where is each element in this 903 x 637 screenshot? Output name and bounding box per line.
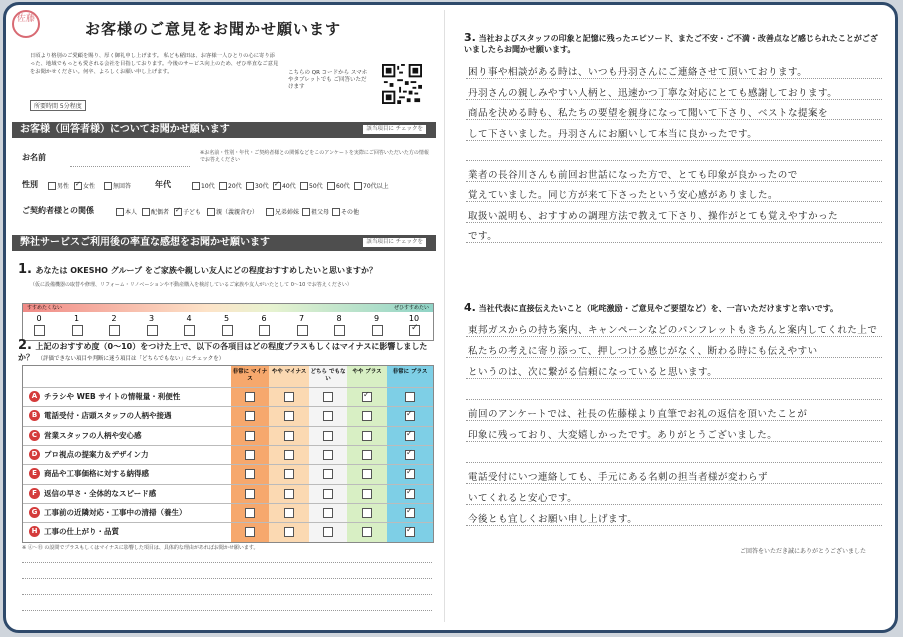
rating-checkbox[interactable] xyxy=(323,527,333,537)
option-relation[interactable] xyxy=(332,207,359,216)
option-gender[interactable] xyxy=(104,181,131,190)
rating-checkbox[interactable] xyxy=(405,411,415,421)
scale-checkbox[interactable] xyxy=(259,325,270,336)
option-label: 30代 xyxy=(255,183,269,190)
checkbox[interactable] xyxy=(327,182,335,190)
rating-checkbox[interactable] xyxy=(323,450,333,460)
scale-checkbox[interactable] xyxy=(372,325,383,336)
option-label: 無回答 xyxy=(113,183,132,190)
handwritten-text: 私たちの考えに寄り添って、押しつける感じがなく、断わる時にも伝えやすい xyxy=(468,346,818,357)
row-badge: H xyxy=(29,526,40,537)
rating-checkbox[interactable] xyxy=(362,489,372,499)
option-label: 親（義親含む） xyxy=(216,209,259,216)
rating-checkbox[interactable] xyxy=(284,450,294,460)
scale-checkbox[interactable] xyxy=(34,325,45,336)
rating-checkbox[interactable] xyxy=(284,489,294,499)
answer-line[interactable] xyxy=(466,242,882,243)
rating-checkbox[interactable] xyxy=(245,392,255,402)
scale-digit: 6 xyxy=(261,314,267,323)
rating-checkbox[interactable] xyxy=(245,489,255,499)
checkbox[interactable] xyxy=(174,208,182,216)
scale-digit: 3 xyxy=(148,314,155,323)
name-field[interactable] xyxy=(70,166,190,167)
handwritten-text: というのは、次に繋がる信頼になっていると思います。 xyxy=(468,367,718,378)
option-relation[interactable] xyxy=(174,207,201,216)
question-4-text: 当社代表に直接伝えたいこと（叱咤激励・ご意見やご要望など）を、一言いただけますと幸いです。 xyxy=(478,304,838,313)
question-3-text: 当社およびスタッフの印象と記憶に残ったエピソード、またご不安・ご不満・改善点など感じられたことがございましたらお聞かせ願います。 xyxy=(464,34,878,54)
rating-checkbox[interactable] xyxy=(405,489,415,499)
checkbox[interactable] xyxy=(207,208,215,216)
answer-line[interactable] xyxy=(466,201,882,202)
company-seal: 佐藤 xyxy=(12,10,40,38)
scale-digit: 5 xyxy=(223,314,230,323)
column-header: 非常に マイナス xyxy=(232,369,268,382)
rating-checkbox[interactable] xyxy=(362,411,372,421)
rating-checkbox[interactable] xyxy=(284,431,294,441)
row-badge: B xyxy=(29,410,40,421)
handwritten-text: して下さいました。丹羽さんにお願いして本当に良かったです。 xyxy=(468,128,758,140)
handwritten-text: 印象に残っており、大変嬉しかったです。ありがとうございました。 xyxy=(468,430,778,441)
table-row-label xyxy=(29,507,187,518)
answer-line[interactable] xyxy=(466,119,882,120)
scale-gradient xyxy=(23,304,433,312)
row-badge: D xyxy=(29,449,40,460)
option-label: 配偶者 xyxy=(151,209,170,216)
rating-checkbox[interactable] xyxy=(405,450,415,460)
checkbox[interactable] xyxy=(266,208,274,216)
checkbox[interactable] xyxy=(104,182,112,190)
checkbox[interactable] xyxy=(354,182,362,190)
question-1-note: （仮に設備機器の取替や修理、リフォーム・リノベーションや不動産購入を検討しているご家族や友人がいたとして 0〜10 でお答えください） xyxy=(30,282,352,288)
handwritten-text: 商品を決める時も、私たちの要望を親身になって聞いて下さり、ベストな提案を xyxy=(468,108,829,119)
row-text: チラシや WEB サイトの情報量・利便性 xyxy=(44,392,181,401)
impact-table xyxy=(22,365,434,543)
question-2-note: （評価できない項目や判断に迷う項目は「どちらでもない」にチェックを） xyxy=(37,356,225,362)
question-1-text: あなたは OKESHO グループ をご家族や親しい友人にどの程度おすすめしたいと思いますか？ xyxy=(35,266,377,275)
answer-line[interactable] xyxy=(466,441,882,442)
answer-line[interactable] xyxy=(466,140,882,141)
answer-line[interactable] xyxy=(466,504,882,505)
qr-caption: こちらの QR コードから スマホやタブレットでも ご回答いただけます xyxy=(288,70,368,90)
page-title: お客様のご意見をお聞かせ願います xyxy=(85,20,342,38)
rating-checkbox[interactable] xyxy=(284,392,294,402)
age-label: 年代 xyxy=(155,180,171,189)
checkbox[interactable] xyxy=(302,208,310,216)
rating-checkbox[interactable] xyxy=(245,411,255,421)
column-header: 非常に プラス xyxy=(392,369,428,375)
question-2-text: 上記のおすすめ度（0〜10）をつけた上で、以下の各項目はどの程度プラスもしくはマイナスに影響しましたか？ xyxy=(18,342,428,362)
table-row-label xyxy=(29,430,142,441)
reason-line[interactable] xyxy=(22,594,432,595)
scale-digit: 0 xyxy=(36,314,42,323)
handwritten-text: 電話受付にいつ連絡しても、手元にある名刺の担当者様が変わらず xyxy=(468,472,769,483)
option-label: 子ども xyxy=(183,209,202,216)
rating-checkbox[interactable] xyxy=(362,508,372,518)
handwritten-text: 東邦ガスからの持ち案内、キャンペーンなどのパンフレットもきちんと案内してくれた上で xyxy=(468,325,878,336)
checkbox[interactable] xyxy=(48,182,56,190)
handwritten-text: 今後とも宜しくお願い申し上げます。 xyxy=(468,514,638,525)
question-3-number: 3. xyxy=(464,31,476,44)
option-relation[interactable] xyxy=(266,207,299,216)
row-text: 電話受付・店頭スタッフの人柄や接遇 xyxy=(44,411,172,421)
row-divider xyxy=(23,464,433,465)
question-4-number: 4. xyxy=(464,301,476,314)
checkbox[interactable] xyxy=(273,182,281,190)
reason-line[interactable] xyxy=(22,562,432,563)
row-text: 工事の仕上がり・品質 xyxy=(44,527,119,537)
scale-digit: 8 xyxy=(336,314,342,323)
scale-checkbox[interactable] xyxy=(147,325,158,336)
row-divider xyxy=(23,406,433,407)
handwritten-text: です。 xyxy=(468,231,498,242)
rating-checkbox[interactable] xyxy=(405,508,415,518)
scale-digit: 2 xyxy=(111,314,117,323)
option-gender[interactable] xyxy=(74,181,95,190)
handwritten-text: 丹羽さんの親しみやすい人柄と、迅速かつ丁寧な対応にとても感謝しております。 xyxy=(468,87,838,99)
checkbox[interactable] xyxy=(142,208,150,216)
rating-checkbox[interactable] xyxy=(405,431,415,441)
rating-checkbox[interactable] xyxy=(284,411,294,421)
scale-digit: 1 xyxy=(73,314,80,323)
center-fold xyxy=(444,10,445,622)
name-label: お名前 xyxy=(22,153,46,162)
handwritten-text: 取扱い説明も、おすすめの調理方法で教えて下さり、操作がとても覚えやすかった xyxy=(468,210,839,222)
table-row-label xyxy=(29,391,180,402)
table-footnote: ※ Ⓐ〜Ⓗ の設問でプラスもしくはマイナスに影響した項目は、具体的な理由があればお聞かせ願います。 xyxy=(22,545,259,551)
option-label: 男性 xyxy=(57,183,70,190)
option-age[interactable] xyxy=(300,181,323,190)
rating-checkbox[interactable] xyxy=(362,431,372,441)
column-header: やや マイナス xyxy=(271,369,307,375)
row-text: 工事前の近隣対応・工事中の清掃（養生） xyxy=(44,507,187,517)
option-label: その他 xyxy=(341,209,360,216)
rating-checkbox[interactable] xyxy=(245,527,255,537)
option-gender[interactable] xyxy=(48,181,69,190)
handwritten-text: 困り事や相談がある時は、いつも丹羽さんにご連絡させて頂いております。 xyxy=(468,67,808,78)
name-note: ※お名前・性別・年代・ご契約者様との関係などをこのアンケートを実際にご回答いただいた方の情報でお答えください xyxy=(200,150,429,163)
thanks-text: ご回答をいただき誠にありがとうございました xyxy=(740,548,867,555)
table-row-label xyxy=(29,526,119,537)
rating-checkbox[interactable] xyxy=(405,392,415,402)
question-2 xyxy=(18,340,433,365)
handwritten-text: 業者の長谷川さんも前回お世話になった方で、とても印象が良かったので xyxy=(468,169,798,181)
option-label: 女性 xyxy=(83,183,96,190)
answer-line[interactable] xyxy=(466,462,882,463)
row-divider xyxy=(23,387,433,388)
scale-digit: 9 xyxy=(373,314,380,323)
checkbox[interactable] xyxy=(300,182,308,190)
row-badge: G xyxy=(29,507,40,518)
option-age[interactable] xyxy=(354,181,389,190)
rating-checkbox[interactable] xyxy=(362,469,372,479)
rating-checkbox[interactable] xyxy=(284,527,294,537)
option-label: 本人 xyxy=(125,209,138,216)
answer-line[interactable] xyxy=(466,99,882,100)
row-divider xyxy=(23,484,433,485)
answer-line[interactable] xyxy=(466,525,882,526)
recommend-scale xyxy=(22,303,434,341)
qr-code[interactable] xyxy=(382,64,422,104)
respondent-section-title: お客様（回答者様）についてお聞かせ願います xyxy=(20,124,230,135)
rating-checkbox[interactable] xyxy=(245,431,255,441)
checkbox[interactable] xyxy=(219,182,227,190)
scale-checkbox[interactable] xyxy=(297,325,308,336)
rating-checkbox[interactable] xyxy=(405,469,415,479)
row-divider xyxy=(23,445,433,446)
scale-low-label: すすめたくない xyxy=(27,305,63,311)
option-label: 40代 xyxy=(282,183,296,190)
handwritten-text: いてくれると安心です。 xyxy=(468,493,578,504)
rating-checkbox[interactable] xyxy=(323,392,333,402)
scale-checkbox[interactable] xyxy=(334,325,345,336)
option-relation[interactable] xyxy=(302,207,329,216)
scale-checkbox[interactable] xyxy=(409,325,420,336)
option-relation[interactable] xyxy=(116,207,137,216)
time-label: 所要時間 5分程度 xyxy=(30,100,86,111)
respondent-section-header xyxy=(12,122,436,138)
checkbox[interactable] xyxy=(116,208,124,216)
relation-label: ご契約者様との関係 xyxy=(22,206,94,215)
answer-line[interactable] xyxy=(466,399,882,400)
answer-line[interactable] xyxy=(466,78,882,79)
table-row-label xyxy=(29,410,172,421)
scale-checkbox[interactable] xyxy=(72,325,83,336)
column-header: やや プラス xyxy=(352,369,382,375)
answer-line[interactable] xyxy=(466,181,882,182)
checkbox[interactable] xyxy=(332,208,340,216)
check-hint: 該当項目に チェックを xyxy=(363,238,426,247)
rating-checkbox[interactable] xyxy=(323,489,333,499)
handwritten-text: 前回のアンケートでは、社長の佐藤様より直筆でお礼の返信を頂いたことが xyxy=(468,409,808,420)
rating-checkbox[interactable] xyxy=(284,469,294,479)
scale-high-label: ぜひすすめたい xyxy=(393,305,429,311)
rating-checkbox[interactable] xyxy=(284,508,294,518)
option-label: 20代 xyxy=(228,183,242,190)
answer-line[interactable] xyxy=(466,336,882,337)
rating-checkbox[interactable] xyxy=(323,411,333,421)
handwritten-text: 覚えていました。同じ方が来て下さったという安心感がありました。 xyxy=(468,190,779,201)
checkbox[interactable] xyxy=(246,182,254,190)
reason-line[interactable] xyxy=(22,610,432,611)
answer-line[interactable] xyxy=(466,378,882,379)
rating-checkbox[interactable] xyxy=(245,469,255,479)
option-relation[interactable] xyxy=(142,207,169,216)
option-label: 祖父母 xyxy=(311,209,330,216)
option-label: 60代 xyxy=(336,183,350,190)
rating-checkbox[interactable] xyxy=(323,431,333,441)
option-label: 50代 xyxy=(309,183,323,190)
checkbox[interactable] xyxy=(192,182,200,190)
answer-line[interactable] xyxy=(466,160,882,161)
option-age[interactable] xyxy=(273,181,296,190)
option-age[interactable] xyxy=(246,181,269,190)
option-age[interactable] xyxy=(219,181,242,190)
row-divider xyxy=(23,426,433,427)
reason-line[interactable] xyxy=(22,578,432,579)
scale-checkbox[interactable] xyxy=(184,325,195,336)
scale-digit: 10 xyxy=(408,314,420,323)
rating-checkbox[interactable] xyxy=(323,508,333,518)
row-badge: A xyxy=(29,391,40,402)
answer-line[interactable] xyxy=(466,420,882,421)
question-2-number: 2. xyxy=(18,338,32,353)
row-text: プロ視点の提案力＆デザイン力 xyxy=(44,449,149,459)
column-header: どちら でもない xyxy=(310,369,346,382)
question-4 xyxy=(464,302,884,314)
row-divider xyxy=(23,522,433,523)
option-age[interactable] xyxy=(327,181,350,190)
row-text: 商品や工事価格に対する納得感 xyxy=(44,469,149,479)
row-text: 営業スタッフの人柄や安心感 xyxy=(44,430,142,440)
question-1 xyxy=(18,262,377,277)
row-divider xyxy=(23,503,433,504)
intro-text: 日頃より格別のご愛顧を賜り、厚く御礼申し上げます。 私ども稲田は、お客様一人ひとりの心に寄り添った、地域でもっとも愛される会社を目指しております。今後のサービス向上のため、ぜひ率直なご意見をお聞かせください。何卒、よろしくお願い申し上げます。 xyxy=(30,53,279,75)
scale-checkbox[interactable] xyxy=(222,325,233,336)
rating-checkbox[interactable] xyxy=(245,450,255,460)
option-label: 70代以上 xyxy=(363,183,389,190)
option-label: 兄弟姉妹 xyxy=(275,209,300,216)
row-badge: C xyxy=(29,430,40,441)
service-section-title: 弊社サービスご利用後の率直な感想をお聞かせ願います xyxy=(20,237,270,248)
rating-checkbox[interactable] xyxy=(362,450,372,460)
rating-checkbox[interactable] xyxy=(362,392,372,402)
row-text: 返信の早さ・全体的なスピード感 xyxy=(44,488,157,498)
service-section-header xyxy=(12,235,436,251)
rating-checkbox[interactable] xyxy=(362,527,372,537)
rating-checkbox[interactable] xyxy=(323,469,333,479)
option-age[interactable] xyxy=(192,181,215,190)
gender-label: 性別 xyxy=(22,180,38,189)
scale-digit: 7 xyxy=(298,314,305,323)
table-row-label xyxy=(29,468,149,479)
question-1-number: 1. xyxy=(18,262,32,277)
table-row-label xyxy=(29,449,148,460)
question-3 xyxy=(464,32,884,55)
answer-line[interactable] xyxy=(466,483,882,484)
rating-checkbox[interactable] xyxy=(245,508,255,518)
rating-checkbox[interactable] xyxy=(405,527,415,537)
answer-line[interactable] xyxy=(466,357,882,358)
row-badge: F xyxy=(29,488,40,499)
scale-digit: 4 xyxy=(186,314,192,323)
option-label: 10代 xyxy=(201,183,215,190)
checkbox[interactable] xyxy=(74,182,82,190)
check-hint: 該当項目に チェックを xyxy=(363,125,426,134)
answer-line[interactable] xyxy=(466,222,882,223)
scale-checkbox[interactable] xyxy=(109,325,120,336)
row-badge: E xyxy=(29,468,40,479)
option-relation[interactable] xyxy=(207,207,258,216)
table-row-label xyxy=(29,488,156,499)
